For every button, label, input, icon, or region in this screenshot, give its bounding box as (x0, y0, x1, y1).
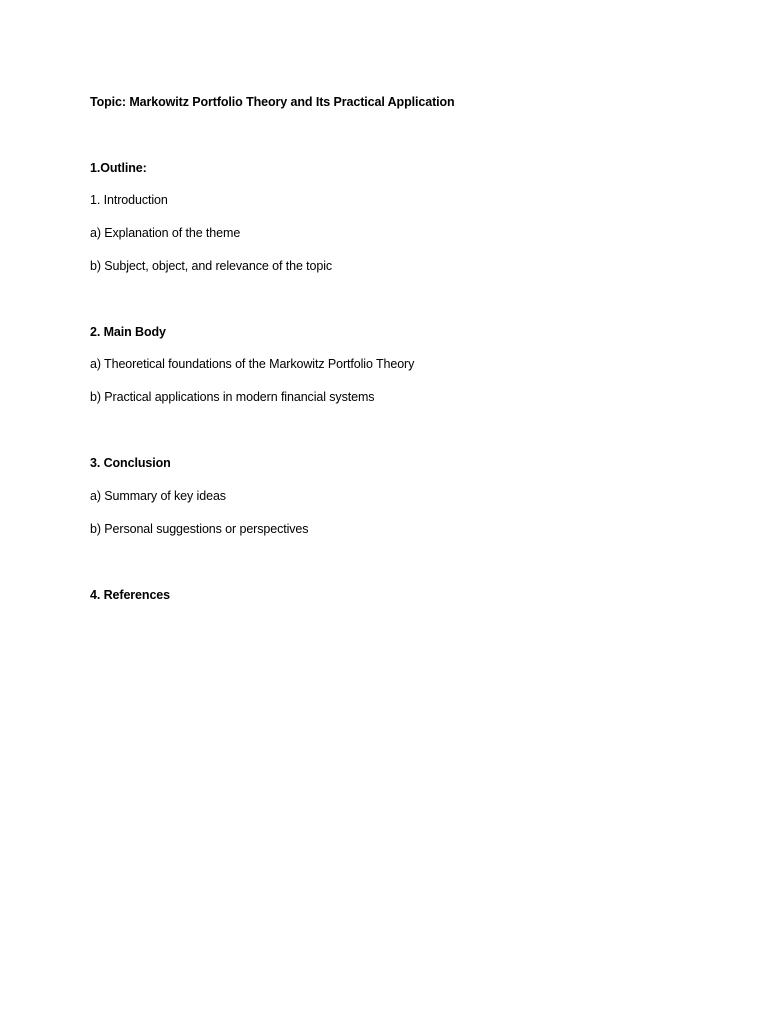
conclusion-heading: 3. Conclusion (90, 456, 171, 470)
conclusion-item-b: b) Personal suggestions or perspectives (90, 522, 309, 536)
introduction-heading: 1. Introduction (90, 193, 168, 207)
references-heading: 4. References (90, 588, 170, 602)
main-body-item-a: a) Theoretical foundations of the Markowitz Portfolio Theory (90, 357, 415, 371)
main-body-heading: 2. Main Body (90, 325, 166, 339)
outline-heading: 1.Outline: (90, 161, 147, 175)
introduction-item-b: b) Subject, object, and relevance of the topic (90, 259, 333, 273)
main-body-item-b: b) Practical applications in modern financial systems (90, 390, 375, 404)
introduction-item-a: a) Explanation of the theme (90, 226, 241, 240)
topic-title: Topic: Markowitz Portfolio Theory and Its Practical Application (90, 95, 455, 109)
conclusion-item-a: a) Summary of key ideas (90, 489, 226, 503)
